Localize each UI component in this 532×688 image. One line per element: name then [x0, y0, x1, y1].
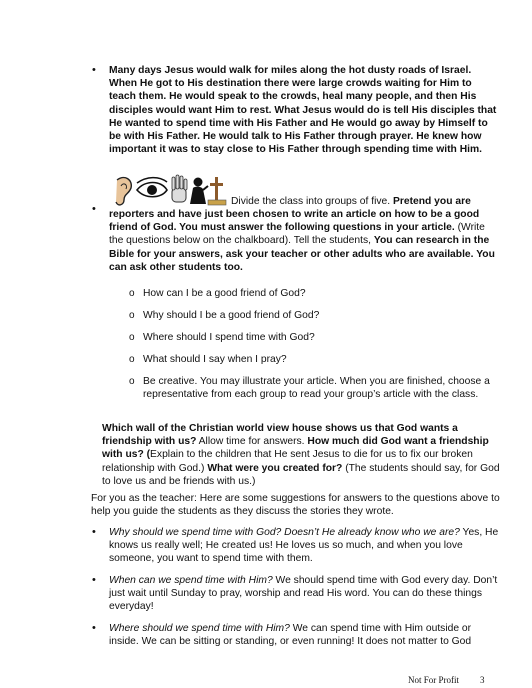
answer-question: Why should we spend time with God? Doesn’t He already know who we are?: [109, 527, 460, 538]
question-item: Be creative. You may illustrate your article. When you are finished, choose a representative from each group to read your group’s article with the class.: [143, 376, 490, 401]
list-marker: o: [129, 310, 135, 321]
question-item: How can I be a good friend of God?: [143, 288, 306, 299]
worldview-text-2: Allow time for answers.: [196, 436, 308, 448]
answer-text: We can spend time with Him outside or inside. We can be sitting or standing, or even running! It does not matter to God: [109, 623, 472, 648]
worldview-text-4: Explain to the children that He sent Jesus to die for us to fix our broken relationship with God.): [102, 449, 473, 474]
question-item: Why should I be a good friend of God?: [143, 310, 320, 321]
praying-person-icon: [190, 178, 208, 205]
list-marker: o: [129, 354, 135, 365]
question-item: Where should I spend time with God?: [143, 332, 315, 343]
question-item: What should I say when I pray?: [143, 354, 287, 365]
worldview-text-6: (The students should say, for God to love us and be friends with us.): [102, 462, 500, 487]
answer-item: [109, 622, 502, 648]
answer-question: When can we spend time with Him?: [109, 575, 273, 586]
footer-note: Not For Profit: [408, 675, 460, 685]
bullet: •: [92, 64, 96, 76]
senses-icons: [109, 174, 229, 208]
worldview-text-3: How much did God want a friendship with us? (: [102, 436, 489, 461]
cross-icon: [208, 177, 226, 205]
intro-paragraph: Many days Jesus would walk for miles along the hot dusty roads of Israel. When He got to His destination there were large crowds waiting for Him to teach them. He would speak to the crowds, heal many people, and then His disciples would want Him to rest. What Jesus would do is tell His disciples that He wanted to spend time with His Father and He would go away by Himself to be with His Father. He would talk to His Father through prayer. He knew how important it was to stay close to His Father through spending time with Him.: [109, 65, 497, 156]
answer-text: We should spend time with God every day. Don’t just wait until Sunday to pray, worship and read His word. You can do these things everyday!: [109, 575, 498, 613]
answer-question: Where should we spend time with Him?: [109, 623, 290, 634]
activity-text-1: Divide the class into groups of five.: [231, 195, 393, 207]
answer-item: [109, 526, 502, 566]
activity-text-4: You can research in the Bible for your answers, ask your teacher or other adults who are available. You can ask other students too.: [109, 235, 495, 273]
list-marker: o: [129, 332, 135, 343]
list-marker: o: [129, 376, 135, 387]
answer-item: [109, 574, 502, 614]
worldview-text-1: Which wall of the Christian world view house shows us that God wants a friendship with us?: [102, 423, 458, 448]
hand-icon: [172, 175, 187, 202]
bullet: •: [92, 526, 96, 538]
bullet: •: [92, 622, 96, 634]
ear-icon: [116, 178, 131, 205]
page-number: 3: [480, 675, 485, 685]
activity-text-2: Pretend you are reporters and have just been chosen to write an article on how to be a good friend of God. You must answer the following questions in your article.: [109, 195, 480, 234]
worldview-text-5: What were you created for?: [207, 462, 343, 474]
eye-icon: [137, 178, 167, 197]
teacher-intro: For you as the teacher: Here are some suggestions for answers to the questions above to help you guide the students as they discuss the stories they wrote.: [91, 493, 500, 518]
activity-text-3: (Write the questions below on the chalkboard). Tell the students,: [109, 222, 485, 247]
worldview-paragraph: [102, 422, 502, 488]
answer-text: Yes, He knows us really well; He created us! He loves us so much, and when you love someone, you want to spend time with them.: [109, 527, 499, 565]
list-marker: o: [129, 288, 135, 299]
bullet: •: [92, 203, 96, 215]
activity-paragraph: [109, 174, 501, 274]
bullet: •: [92, 574, 96, 586]
